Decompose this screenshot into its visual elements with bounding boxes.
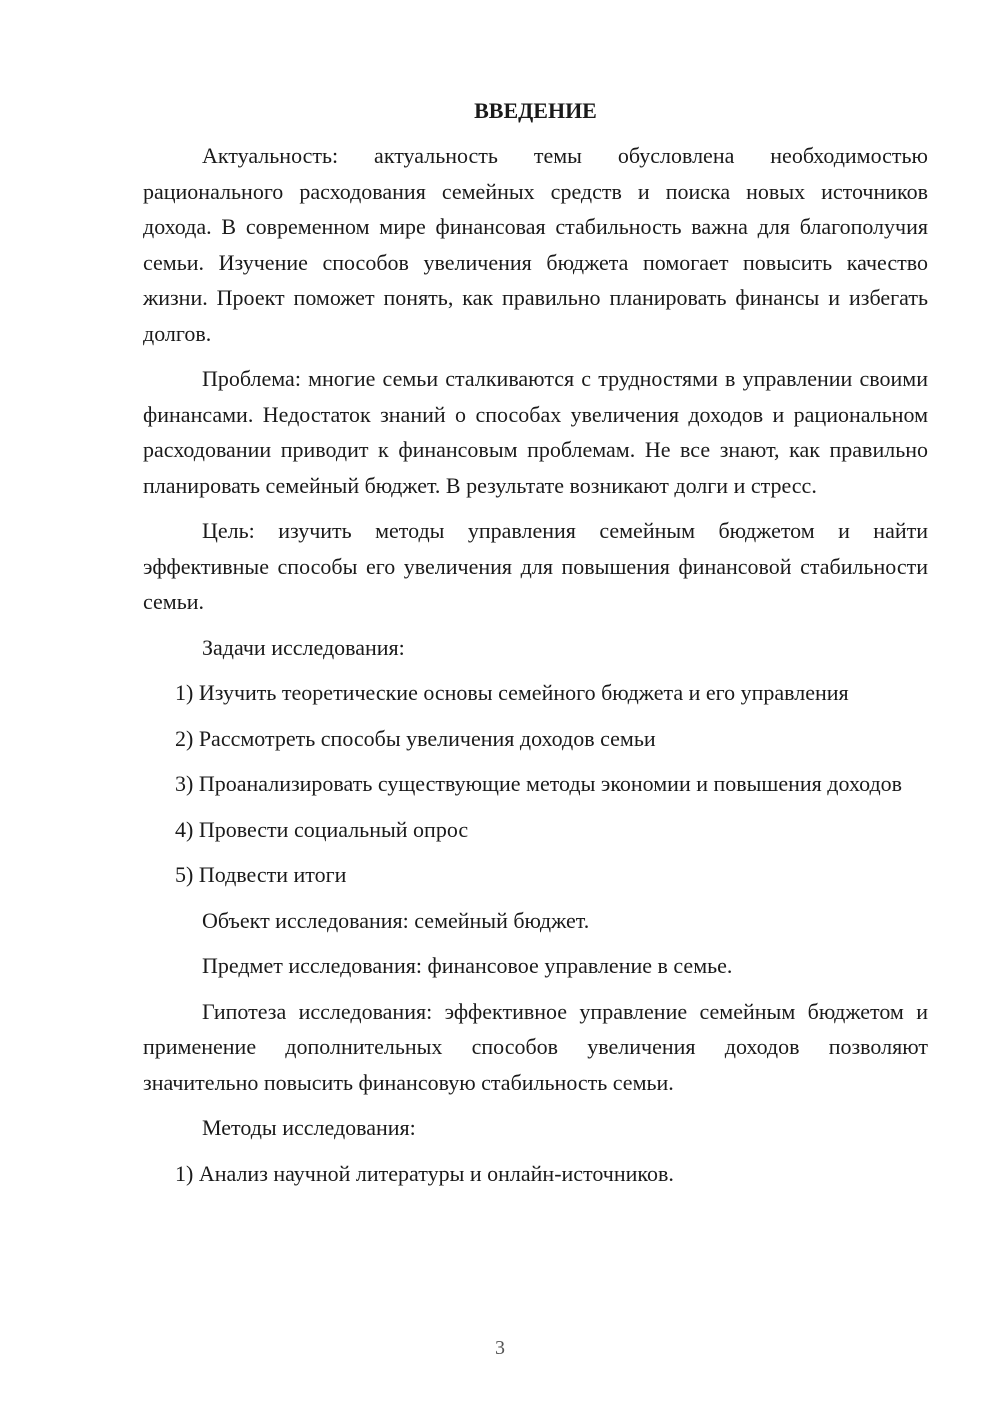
research-hypothesis: Гипотеза исследования: эффективное управление семейным бюджетом и применение дополнительных способов увеличения доходов позволяют значительно повысить финансовую стабильность семьи. (143, 998, 928, 1095)
section-title: ВВЕДЕНИЕ (474, 98, 597, 123)
task-item-2: 2) Рассмотреть способы увеличения доходов семьи (175, 725, 656, 751)
page-number: 3 (495, 1337, 505, 1359)
task-item-1: 1) Изучить теоретические основы семейного бюджета и его управления (175, 680, 849, 705)
methods-heading: Методы исследования: (202, 1115, 416, 1140)
research-subject: Предмет исследования: финансовое управление в семье. (202, 953, 733, 978)
document-page (143, 96, 928, 1201)
method-item-1: 1) Анализ научной литературы и онлайн-источников. (175, 1160, 674, 1186)
task-item-3: 3) Проанализировать существующие методы экономии и повышения доходов (175, 771, 903, 796)
task-item-4: 4) Провести социальный опрос (175, 816, 469, 842)
paragraph-problem: Проблема: многие семьи сталкиваются с трудностями в управлении своими финансами. Недостаток знаний о способах увеличения доходов и рациональном расходовании приводит к финансовым проблемам. Не все знают, как правильно планировать семейный бюджет. В результате возникают долги и стресс. (143, 366, 928, 498)
tasks-heading: Задачи исследования: (202, 634, 405, 660)
task-item-5: 5) Подвести итоги (175, 862, 347, 887)
paragraph-goal: Цель: изучить методы управления семейным бюджетом и найти эффективные способы его увеличения для повышения финансовой стабильности семьи. (143, 518, 928, 614)
research-object: Объект исследования: семейный бюджет. (202, 907, 590, 933)
paragraph-relevance: Актуальность: актуальность темы обусловлена необходимостью рационального расходования семейных средств и поиска новых источников дохода. В современном мире финансовая стабильность важна для благополучия семьи. Изучение способов увеличения бюджета помогает повысить качество жизни. Проект поможет понять, как правильно планировать финансы и избегать долгов. (143, 143, 928, 346)
